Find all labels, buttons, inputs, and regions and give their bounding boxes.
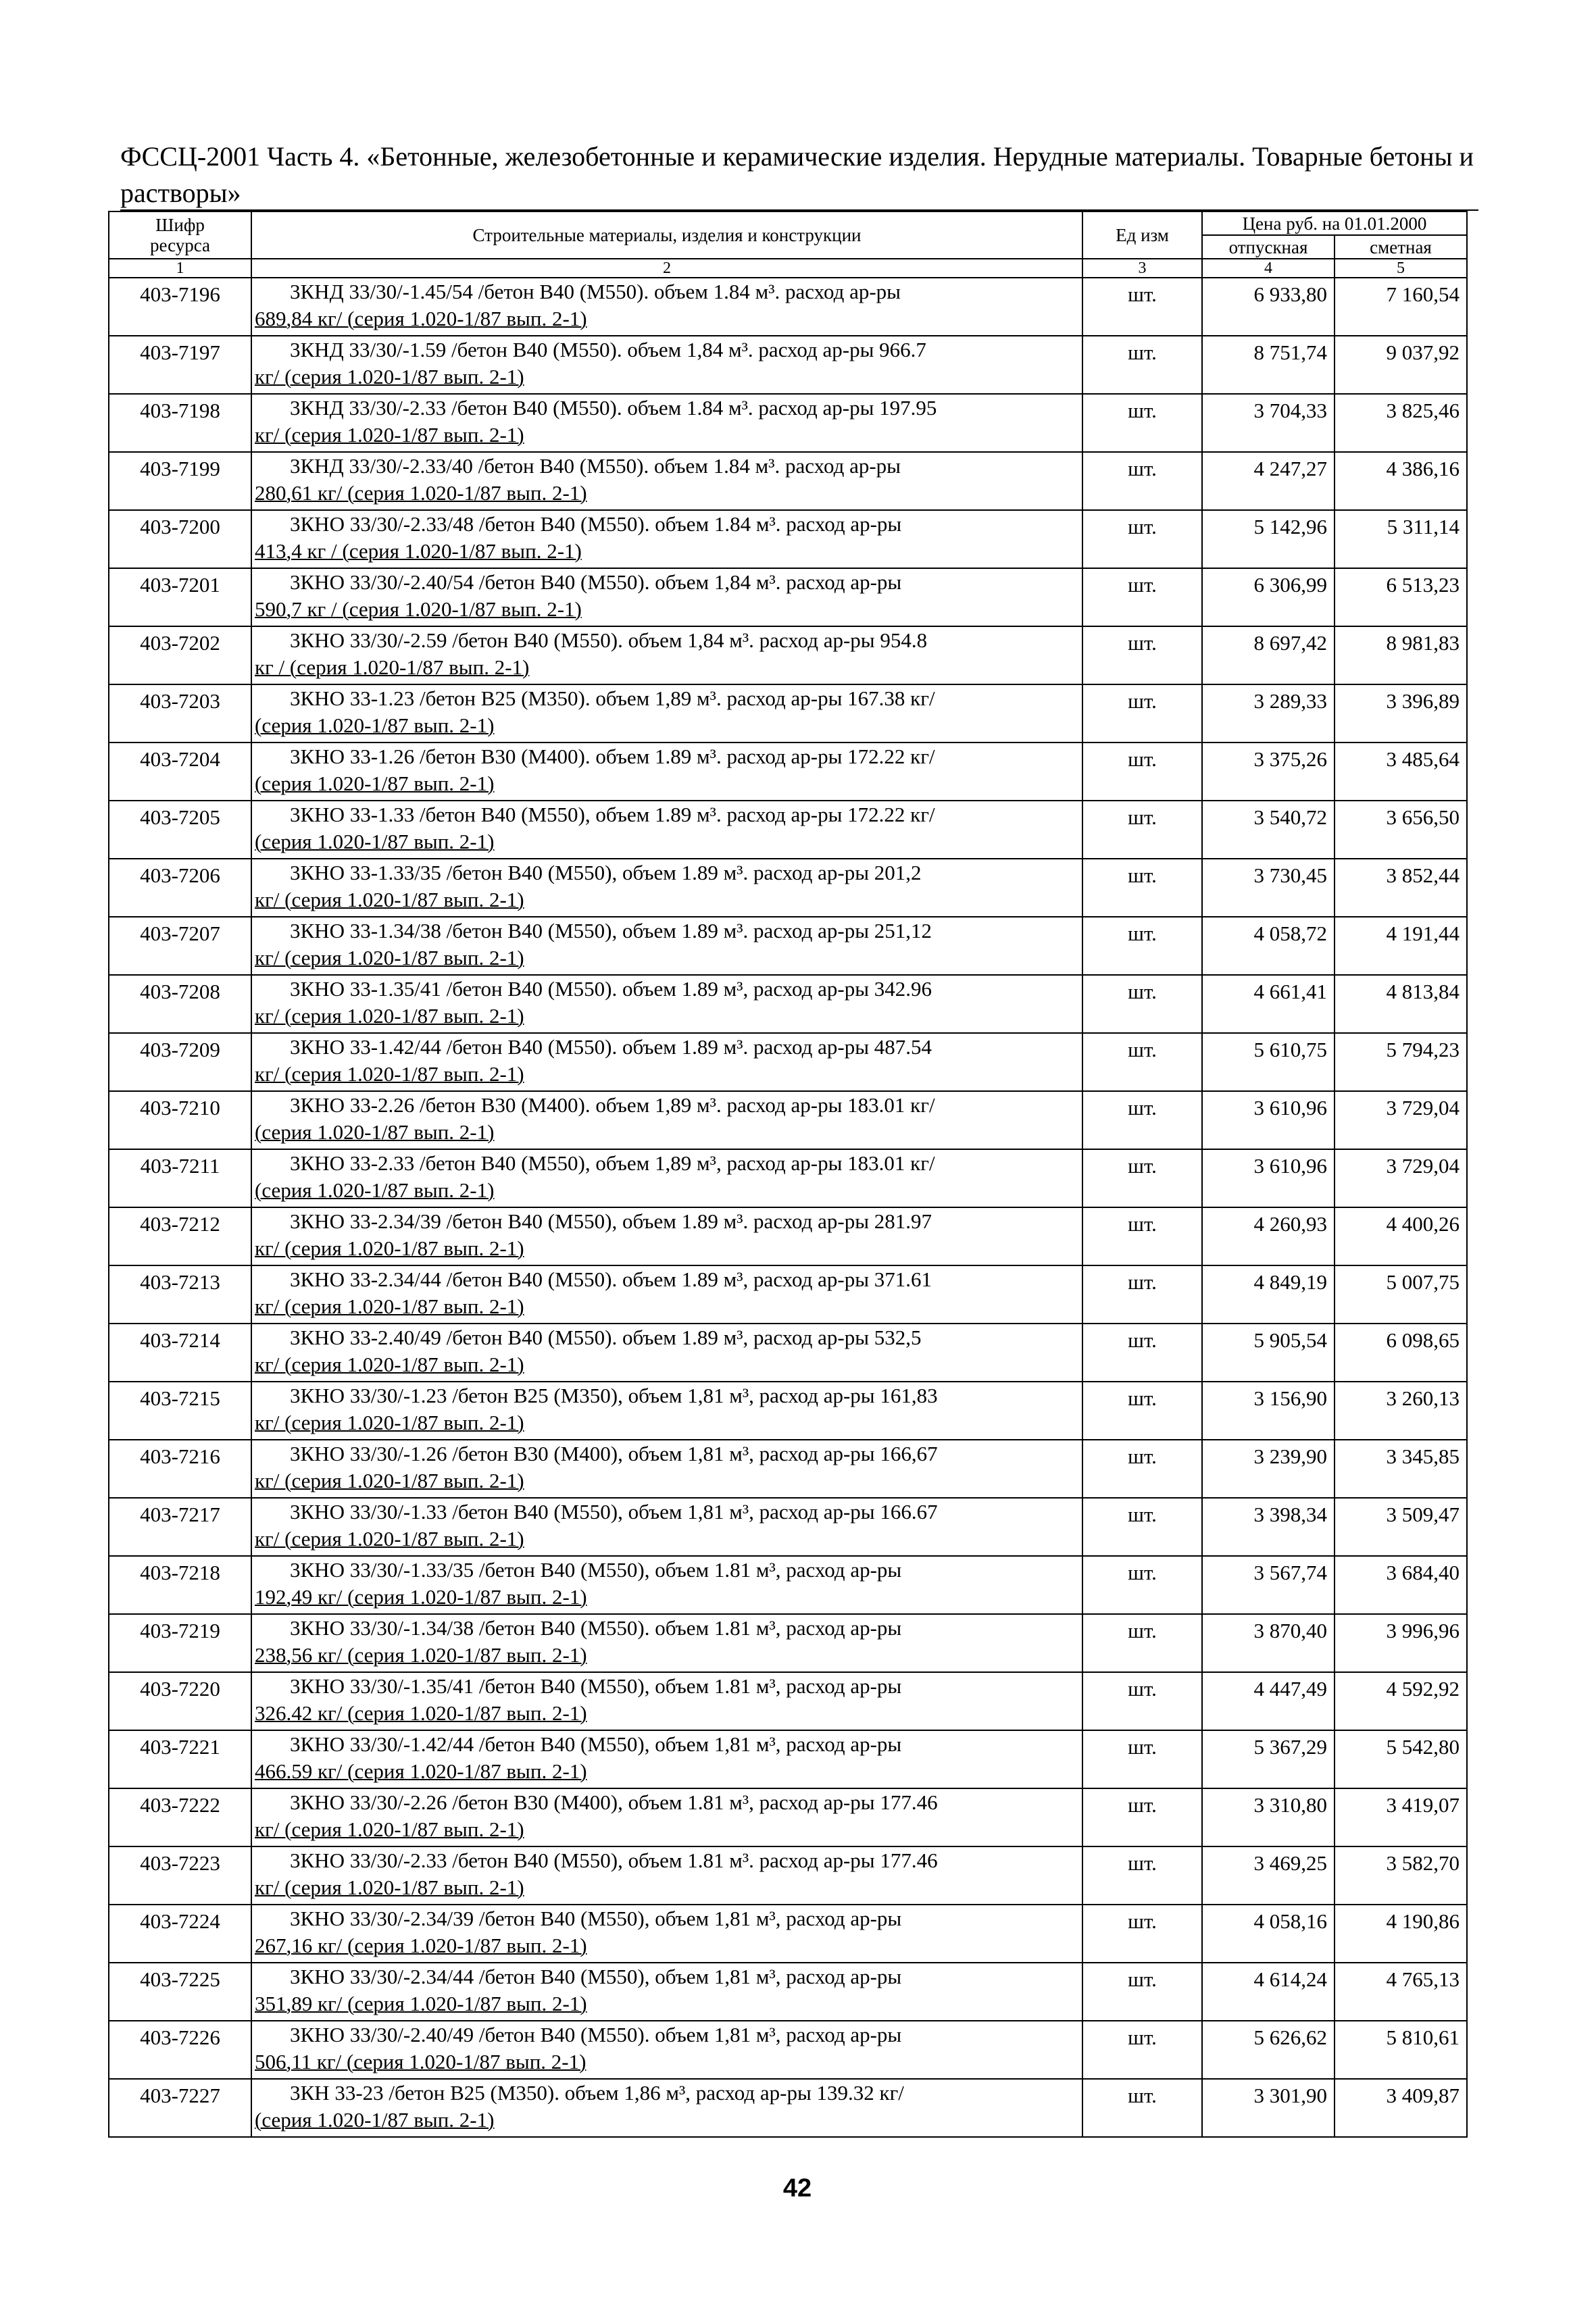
description-line-2: 192,49 кг/ (серия 1.020-1/87 вып. 2-1) xyxy=(255,1585,587,1609)
estimate-price: 4 813,84 xyxy=(1335,975,1467,1033)
release-price: 5 610,75 xyxy=(1202,1033,1335,1091)
unit: шт. xyxy=(1082,2079,1202,2137)
estimate-price: 5 542,80 xyxy=(1335,1730,1467,1788)
release-price: 5 905,54 xyxy=(1202,1324,1335,1382)
description-line-2: 280,61 кг/ (серия 1.020-1/87 вып. 2-1) xyxy=(255,481,587,505)
resource-code: 403-7197 xyxy=(109,336,251,394)
description-line-1: 3КН 33-23 /бетон В25 (М350). объем 1,86 м³, расход ар-ры 139.32 кг/ xyxy=(290,2081,904,2105)
unit: шт. xyxy=(1082,1149,1202,1207)
description-line-1: 3КНД 33/30/-2.33/40 /бетон В40 (М550). объем 1.84 м³. расход ар-ры xyxy=(290,454,901,478)
estimate-price: 3 825,46 xyxy=(1335,394,1467,452)
description-line-2: 351,89 кг/ (серия 1.020-1/87 вып. 2-1) xyxy=(255,1992,587,2015)
description-line-2: кг/ (серия 1.020-1/87 вып. 2-1) xyxy=(255,1876,524,1899)
resource-code: 403-7216 xyxy=(109,1440,251,1498)
material-description xyxy=(251,801,1082,859)
resource-code: 403-7215 xyxy=(109,1382,251,1440)
resource-code: 403-7209 xyxy=(109,1033,251,1091)
resource-code: 403-7205 xyxy=(109,801,251,859)
estimate-price: 3 345,85 xyxy=(1335,1440,1467,1498)
description-line-1: 3КНО 33/30/-2.33 /бетон В40 (М550), объем 1.81 м³. расход ар-ры 177.46 xyxy=(290,1848,938,1872)
material-description xyxy=(251,917,1082,975)
unit: шт. xyxy=(1082,452,1202,510)
description-line-1: 3КНО 33-1.34/38 /бетон В40 (М550), объем 1.89 м³. расход ар-ры 251,12 xyxy=(290,919,932,942)
unit: шт. xyxy=(1082,1382,1202,1440)
table-row xyxy=(109,2021,1467,2079)
estimate-price: 5 794,23 xyxy=(1335,1033,1467,1091)
unit: шт. xyxy=(1082,2021,1202,2079)
unit: шт. xyxy=(1082,917,1202,975)
unit: шт. xyxy=(1082,626,1202,684)
column-header-estimate-price: сметная xyxy=(1335,235,1467,259)
description-line-2: (серия 1.020-1/87 вып. 2-1) xyxy=(255,2108,495,2132)
unit: шт. xyxy=(1082,568,1202,626)
document-header: ФССЦ-2001 Часть 4. «Бетонные, железобетонные и керамические изделия. Нерудные материалы. Товарные бетоны и растворы» xyxy=(120,141,1474,208)
column-header-unit: Ед изм xyxy=(1082,211,1202,259)
description-line-1: 3КНО 33-1.35/41 /бетон В40 (М550). объем 1.89 м³, расход ар-ры 342.96 xyxy=(290,977,932,1001)
description-line-2: кг/ (серия 1.020-1/87 вып. 2-1) xyxy=(255,1527,524,1551)
estimate-price: 3 485,64 xyxy=(1335,743,1467,801)
material-description xyxy=(251,1033,1082,1091)
unit: шт. xyxy=(1082,510,1202,568)
table-row xyxy=(109,684,1467,743)
material-description xyxy=(251,1440,1082,1498)
description-line-2: (серия 1.020-1/87 вып. 2-1) xyxy=(255,772,495,795)
release-price: 4 661,41 xyxy=(1202,975,1335,1033)
unit: шт. xyxy=(1082,1963,1202,2021)
material-description xyxy=(251,1207,1082,1265)
description-line-2: (серия 1.020-1/87 вып. 2-1) xyxy=(255,713,495,737)
material-description xyxy=(251,1614,1082,1672)
release-price: 3 540,72 xyxy=(1202,801,1335,859)
page-number: 42 xyxy=(782,2174,812,2203)
description-line-1: 3КНО 33/30/-2.33/48 /бетон В40 (М550). объем 1.84 м³. расход ар-ры xyxy=(290,512,902,536)
resource-code: 403-7213 xyxy=(109,1265,251,1324)
estimate-price: 4 386,16 xyxy=(1335,452,1467,510)
unit: шт. xyxy=(1082,1324,1202,1382)
estimate-price: 5 007,75 xyxy=(1335,1265,1467,1324)
description-line-1: 3КНД 33/30/-1.45/54 /бетон В40 (М550). объем 1.84 м³. расход ар-ры xyxy=(290,280,901,303)
material-description xyxy=(251,278,1082,336)
unit: шт. xyxy=(1082,1033,1202,1091)
description-line-2: 590,7 кг / (серия 1.020-1/87 вып. 2-1) xyxy=(255,597,582,621)
material-description xyxy=(251,1963,1082,2021)
description-line-1: 3КНО 33/30/-2.26 /бетон В30 (М400), объем 1.81 м³, расход ар-ры 177.46 xyxy=(290,1790,938,1814)
table-row xyxy=(109,975,1467,1033)
resource-code: 403-7200 xyxy=(109,510,251,568)
description-line-2: (серия 1.020-1/87 вып. 2-1) xyxy=(255,1120,495,1144)
description-line-2: кг / (серия 1.020-1/87 вып. 2-1) xyxy=(255,655,530,679)
resource-code: 403-7219 xyxy=(109,1614,251,1672)
estimate-price: 4 765,13 xyxy=(1335,1963,1467,2021)
description-line-2: кг/ (серия 1.020-1/87 вып. 2-1) xyxy=(255,1236,524,1260)
estimate-price: 4 190,86 xyxy=(1335,1905,1467,1963)
description-line-1: 3КНО 33/30/-2.34/39 /бетон В40 (М550), объем 1,81 м³, расход ар-ры xyxy=(290,1907,902,1930)
estimate-price: 3 396,89 xyxy=(1335,684,1467,743)
unit: шт. xyxy=(1082,684,1202,743)
unit: шт. xyxy=(1082,1498,1202,1556)
material-description xyxy=(251,1905,1082,1963)
description-line-1: 3КНО 33-2.40/49 /бетон В40 (М550). объем 1.89 м³, расход ар-ры 532,5 xyxy=(290,1326,922,1349)
unit: шт. xyxy=(1082,1265,1202,1324)
description-line-1: 3КНО 33-2.33 /бетон В40 (М550), объем 1,89 м³, расход ар-ры 183.01 кг/ xyxy=(290,1151,935,1175)
material-description xyxy=(251,1265,1082,1324)
release-price: 3 310,80 xyxy=(1202,1788,1335,1846)
unit: шт. xyxy=(1082,1207,1202,1265)
release-price: 4 614,24 xyxy=(1202,1963,1335,2021)
material-description xyxy=(251,1556,1082,1614)
resource-code: 403-7221 xyxy=(109,1730,251,1788)
table-row xyxy=(109,1672,1467,1730)
estimate-price: 9 037,92 xyxy=(1335,336,1467,394)
table-row xyxy=(109,801,1467,859)
table-row xyxy=(109,1207,1467,1265)
unit: шт. xyxy=(1082,394,1202,452)
material-description xyxy=(251,568,1082,626)
description-line-2: кг/ (серия 1.020-1/87 вып. 2-1) xyxy=(255,1294,524,1318)
resource-code: 403-7203 xyxy=(109,684,251,743)
description-line-1: 3КНО 33-2.34/39 /бетон В40 (М550), объем 1.89 м³. расход ар-ры 281.97 xyxy=(290,1209,932,1233)
table-row xyxy=(109,917,1467,975)
release-price: 8 751,74 xyxy=(1202,336,1335,394)
table-row xyxy=(109,2079,1467,2137)
resource-code: 403-7211 xyxy=(109,1149,251,1207)
description-line-2: кг/ (серия 1.020-1/87 вып. 2-1) xyxy=(255,1469,524,1492)
release-price: 3 301,90 xyxy=(1202,2079,1335,2137)
material-description xyxy=(251,859,1082,917)
estimate-price: 4 400,26 xyxy=(1335,1207,1467,1265)
price-table xyxy=(108,211,1468,2138)
unit: шт. xyxy=(1082,859,1202,917)
description-line-1: 3КНО 33/30/-1.35/41 /бетон В40 (М550), объем 1.81 м³, расход ар-ры xyxy=(290,1674,902,1698)
description-line-1: 3КНО 33-1.33 /бетон В40 (М550), объем 1.89 м³. расход ар-ры 172.22 кг/ xyxy=(290,803,935,826)
unit: шт. xyxy=(1082,975,1202,1033)
description-line-1: 3КНО 33/30/-1.33/35 /бетон В40 (М550), объем 1.81 м³, расход ар-ры xyxy=(290,1558,902,1582)
table-row xyxy=(109,1788,1467,1846)
unit: шт. xyxy=(1082,1905,1202,1963)
material-description xyxy=(251,1788,1082,1846)
table-row xyxy=(109,1033,1467,1091)
unit: шт. xyxy=(1082,1091,1202,1149)
unit: шт. xyxy=(1082,1846,1202,1905)
column-number: 1 xyxy=(109,259,251,278)
material-description xyxy=(251,510,1082,568)
resource-code: 403-7226 xyxy=(109,2021,251,2079)
column-number: 4 xyxy=(1202,259,1335,278)
estimate-price: 4 592,92 xyxy=(1335,1672,1467,1730)
description-line-1: 3КНО 33-2.34/44 /бетон В40 (М550). объем 1.89 м³, расход ар-ры 371.61 xyxy=(290,1267,932,1291)
table-row xyxy=(109,1091,1467,1149)
column-number: 3 xyxy=(1082,259,1202,278)
resource-code: 403-7210 xyxy=(109,1091,251,1149)
release-price: 4 058,72 xyxy=(1202,917,1335,975)
column-header-release-price: отпускная xyxy=(1202,235,1335,259)
table-row xyxy=(109,278,1467,336)
description-line-1: 3КНД 33/30/-2.33 /бетон В40 (М550). объем 1.84 м³. расход ар-ры 197.95 xyxy=(290,396,937,420)
estimate-price: 3 996,96 xyxy=(1335,1614,1467,1672)
estimate-price: 3 419,07 xyxy=(1335,1788,1467,1846)
release-price: 3 730,45 xyxy=(1202,859,1335,917)
release-price: 3 610,96 xyxy=(1202,1091,1335,1149)
material-description xyxy=(251,1846,1082,1905)
description-line-1: 3КНО 33-2.26 /бетон В30 (М400). объем 1,89 м³. расход ар-ры 183.01 кг/ xyxy=(290,1093,935,1117)
description-line-2: кг/ (серия 1.020-1/87 вып. 2-1) xyxy=(255,888,524,911)
release-price: 6 933,80 xyxy=(1202,278,1335,336)
material-description xyxy=(251,975,1082,1033)
release-price: 3 398,34 xyxy=(1202,1498,1335,1556)
estimate-price: 3 409,87 xyxy=(1335,2079,1467,2137)
table-row xyxy=(109,1149,1467,1207)
table-row xyxy=(109,1905,1467,1963)
description-line-1: 3КНО 33/30/-2.59 /бетон В40 (М550). объем 1,84 м³. расход ар-ры 954.8 xyxy=(290,628,928,652)
table-row xyxy=(109,568,1467,626)
estimate-price: 3 509,47 xyxy=(1335,1498,1467,1556)
column-header-price-group: Цена руб. на 01.01.2000 xyxy=(1202,211,1467,235)
description-line-2: 238,56 кг/ (серия 1.020-1/87 вып. 2-1) xyxy=(255,1643,587,1667)
table-row xyxy=(109,743,1467,801)
material-description xyxy=(251,1149,1082,1207)
description-line-1: 3КНО 33/30/-1.33 /бетон В40 (М550), объем 1,81 м³, расход ар-ры 166.67 xyxy=(290,1500,938,1524)
description-line-2: 506,11 кг/ (серия 1.020-1/87 вып. 2-1) xyxy=(255,2050,587,2073)
unit: шт. xyxy=(1082,743,1202,801)
material-description xyxy=(251,2021,1082,2079)
unit: шт. xyxy=(1082,1556,1202,1614)
description-line-2: кг/ (серия 1.020-1/87 вып. 2-1) xyxy=(255,946,524,970)
material-description xyxy=(251,1324,1082,1382)
column-header-code: Шифр ресурса xyxy=(109,211,251,259)
description-line-2: 413,4 кг / (серия 1.020-1/87 вып. 2-1) xyxy=(255,539,582,563)
description-line-2: кг/ (серия 1.020-1/87 вып. 2-1) xyxy=(255,1411,524,1434)
material-description xyxy=(251,394,1082,452)
table-row xyxy=(109,1730,1467,1788)
material-description xyxy=(251,1498,1082,1556)
material-description xyxy=(251,2079,1082,2137)
description-line-1: 3КНО 33/30/-2.40/49 /бетон В40 (М550). объем 1,81 м³, расход ар-ры xyxy=(290,2023,902,2046)
description-line-2: кг/ (серия 1.020-1/87 вып. 2-1) xyxy=(255,1817,524,1841)
estimate-price: 3 729,04 xyxy=(1335,1149,1467,1207)
estimate-price: 6 098,65 xyxy=(1335,1324,1467,1382)
description-line-1: 3КНО 33/30/-1.42/44 /бетон В40 (М550), объем 1,81 м³, расход ар-ры xyxy=(290,1732,902,1756)
description-line-2: (серия 1.020-1/87 вып. 2-1) xyxy=(255,1178,495,1202)
description-line-2: 326.42 кг/ (серия 1.020-1/87 вып. 2-1) xyxy=(255,1701,587,1725)
table-row xyxy=(109,1382,1467,1440)
resource-code: 403-7206 xyxy=(109,859,251,917)
material-description xyxy=(251,743,1082,801)
material-description xyxy=(251,336,1082,394)
resource-code: 403-7224 xyxy=(109,1905,251,1963)
table-row xyxy=(109,452,1467,510)
table-body xyxy=(109,278,1467,2137)
table-row xyxy=(109,626,1467,684)
resource-code: 403-7218 xyxy=(109,1556,251,1614)
estimate-price: 5 311,14 xyxy=(1335,510,1467,568)
description-line-2: кг/ (серия 1.020-1/87 вып. 2-1) xyxy=(255,423,524,447)
estimate-price: 7 160,54 xyxy=(1335,278,1467,336)
description-line-2: 267,16 кг/ (серия 1.020-1/87 вып. 2-1) xyxy=(255,1934,587,1957)
table-row xyxy=(109,1614,1467,1672)
resource-code: 403-7208 xyxy=(109,975,251,1033)
description-line-1: 3КНО 33/30/-2.34/44 /бетон В40 (М550), объем 1,81 м³, расход ар-ры xyxy=(290,1965,902,1988)
release-price: 4 447,49 xyxy=(1202,1672,1335,1730)
description-line-2: кг/ (серия 1.020-1/87 вып. 2-1) xyxy=(255,1004,524,1028)
unit: шт. xyxy=(1082,336,1202,394)
resource-code: 403-7220 xyxy=(109,1672,251,1730)
release-price: 5 367,29 xyxy=(1202,1730,1335,1788)
resource-code: 403-7212 xyxy=(109,1207,251,1265)
release-price: 3 375,26 xyxy=(1202,743,1335,801)
table-row xyxy=(109,1556,1467,1614)
resource-code: 403-7217 xyxy=(109,1498,251,1556)
unit: шт. xyxy=(1082,1788,1202,1846)
table-row xyxy=(109,394,1467,452)
description-line-2: кг/ (серия 1.020-1/87 вып. 2-1) xyxy=(255,365,524,388)
estimate-price: 6 513,23 xyxy=(1335,568,1467,626)
table-row xyxy=(109,336,1467,394)
description-line-1: 3КНО 33/30/-1.26 /бетон В30 (М400), объем 1,81 м³, расход ар-ры 166,67 xyxy=(290,1442,938,1465)
resource-code: 403-7201 xyxy=(109,568,251,626)
description-line-1: 3КНО 33/30/-1.23 /бетон В25 (М350), объем 1,81 м³, расход ар-ры 161,83 xyxy=(290,1384,938,1407)
material-description xyxy=(251,626,1082,684)
description-line-1: 3КНО 33-1.26 /бетон В30 (М400). объем 1.89 м³. расход ар-ры 172.22 кг/ xyxy=(290,745,935,768)
release-price: 3 469,25 xyxy=(1202,1846,1335,1905)
resource-code: 403-7199 xyxy=(109,452,251,510)
estimate-price: 3 684,40 xyxy=(1335,1556,1467,1614)
resource-code: 403-7225 xyxy=(109,1963,251,2021)
release-price: 3 239,90 xyxy=(1202,1440,1335,1498)
table-row xyxy=(109,1440,1467,1498)
estimate-price: 5 810,61 xyxy=(1335,2021,1467,2079)
description-line-2: кг/ (серия 1.020-1/87 вып. 2-1) xyxy=(255,1353,524,1376)
release-price: 6 306,99 xyxy=(1202,568,1335,626)
column-number: 2 xyxy=(251,259,1082,278)
resource-code: 403-7223 xyxy=(109,1846,251,1905)
release-price: 3 870,40 xyxy=(1202,1614,1335,1672)
estimate-price: 3 582,70 xyxy=(1335,1846,1467,1905)
resource-code: 403-7202 xyxy=(109,626,251,684)
description-line-1: 3КНО 33-1.33/35 /бетон В40 (М550), объем 1.89 м³. расход ар-ры 201,2 xyxy=(290,861,922,884)
table-row xyxy=(109,1963,1467,2021)
release-price: 3 610,96 xyxy=(1202,1149,1335,1207)
release-price: 4 849,19 xyxy=(1202,1265,1335,1324)
unit: шт. xyxy=(1082,278,1202,336)
description-line-2: 689,84 кг/ (серия 1.020-1/87 вып. 2-1) xyxy=(255,307,587,330)
material-description xyxy=(251,1091,1082,1149)
material-description xyxy=(251,1382,1082,1440)
release-price: 3 156,90 xyxy=(1202,1382,1335,1440)
resource-code: 403-7196 xyxy=(109,278,251,336)
table-row xyxy=(109,1265,1467,1324)
column-header-description: Строительные материалы, изделия и конструкции xyxy=(251,211,1082,259)
table-row xyxy=(109,510,1467,568)
unit: шт. xyxy=(1082,1614,1202,1672)
description-line-1: 3КНО 33-1.23 /бетон В25 (М350). объем 1,89 м³. расход ар-ры 167.38 кг/ xyxy=(290,686,935,710)
description-line-2: 466.59 кг/ (серия 1.020-1/87 вып. 2-1) xyxy=(255,1759,587,1783)
description-line-2: (серия 1.020-1/87 вып. 2-1) xyxy=(255,830,495,853)
unit: шт. xyxy=(1082,1730,1202,1788)
release-price: 4 058,16 xyxy=(1202,1905,1335,1963)
release-price: 3 567,74 xyxy=(1202,1556,1335,1614)
column-number-row xyxy=(109,259,1467,278)
release-price: 3 289,33 xyxy=(1202,684,1335,743)
resource-code: 403-7214 xyxy=(109,1324,251,1382)
resource-code: 403-7207 xyxy=(109,917,251,975)
material-description xyxy=(251,684,1082,743)
resource-code: 403-7204 xyxy=(109,743,251,801)
estimate-price: 3 260,13 xyxy=(1335,1382,1467,1440)
resource-code: 403-7198 xyxy=(109,394,251,452)
estimate-price: 3 729,04 xyxy=(1335,1091,1467,1149)
release-price: 5 626,62 xyxy=(1202,2021,1335,2079)
table-row xyxy=(109,1324,1467,1382)
material-description xyxy=(251,1672,1082,1730)
column-number: 5 xyxy=(1335,259,1467,278)
description-line-1: 3КНО 33/30/-2.40/54 /бетон В40 (М550). объем 1,84 м³. расход ар-ры xyxy=(290,570,902,594)
estimate-price: 8 981,83 xyxy=(1335,626,1467,684)
table-row xyxy=(109,859,1467,917)
unit: шт. xyxy=(1082,1672,1202,1730)
description-line-1: 3КНД 33/30/-1.59 /бетон В40 (М550). объем 1,84 м³. расход ар-ры 966.7 xyxy=(290,338,926,361)
estimate-price: 4 191,44 xyxy=(1335,917,1467,975)
resource-code: 403-7222 xyxy=(109,1788,251,1846)
estimate-price: 3 656,50 xyxy=(1335,801,1467,859)
description-line-1: 3КНО 33-1.42/44 /бетон В40 (М550). объем 1.89 м³. расход ар-ры 487.54 xyxy=(290,1035,932,1059)
resource-code: 403-7227 xyxy=(109,2079,251,2137)
estimate-price: 3 852,44 xyxy=(1335,859,1467,917)
description-line-2: кг/ (серия 1.020-1/87 вып. 2-1) xyxy=(255,1062,524,1086)
release-price: 3 704,33 xyxy=(1202,394,1335,452)
unit: шт. xyxy=(1082,1440,1202,1498)
table-row xyxy=(109,1846,1467,1905)
release-price: 5 142,96 xyxy=(1202,510,1335,568)
description-line-1: 3КНО 33/30/-1.34/38 /бетон В40 (М550). объем 1.81 м³, расход ар-ры xyxy=(290,1616,902,1640)
material-description xyxy=(251,1730,1082,1788)
table-row xyxy=(109,1498,1467,1556)
material-description xyxy=(251,452,1082,510)
release-price: 4 260,93 xyxy=(1202,1207,1335,1265)
unit: шт. xyxy=(1082,801,1202,859)
release-price: 4 247,27 xyxy=(1202,452,1335,510)
release-price: 8 697,42 xyxy=(1202,626,1335,684)
